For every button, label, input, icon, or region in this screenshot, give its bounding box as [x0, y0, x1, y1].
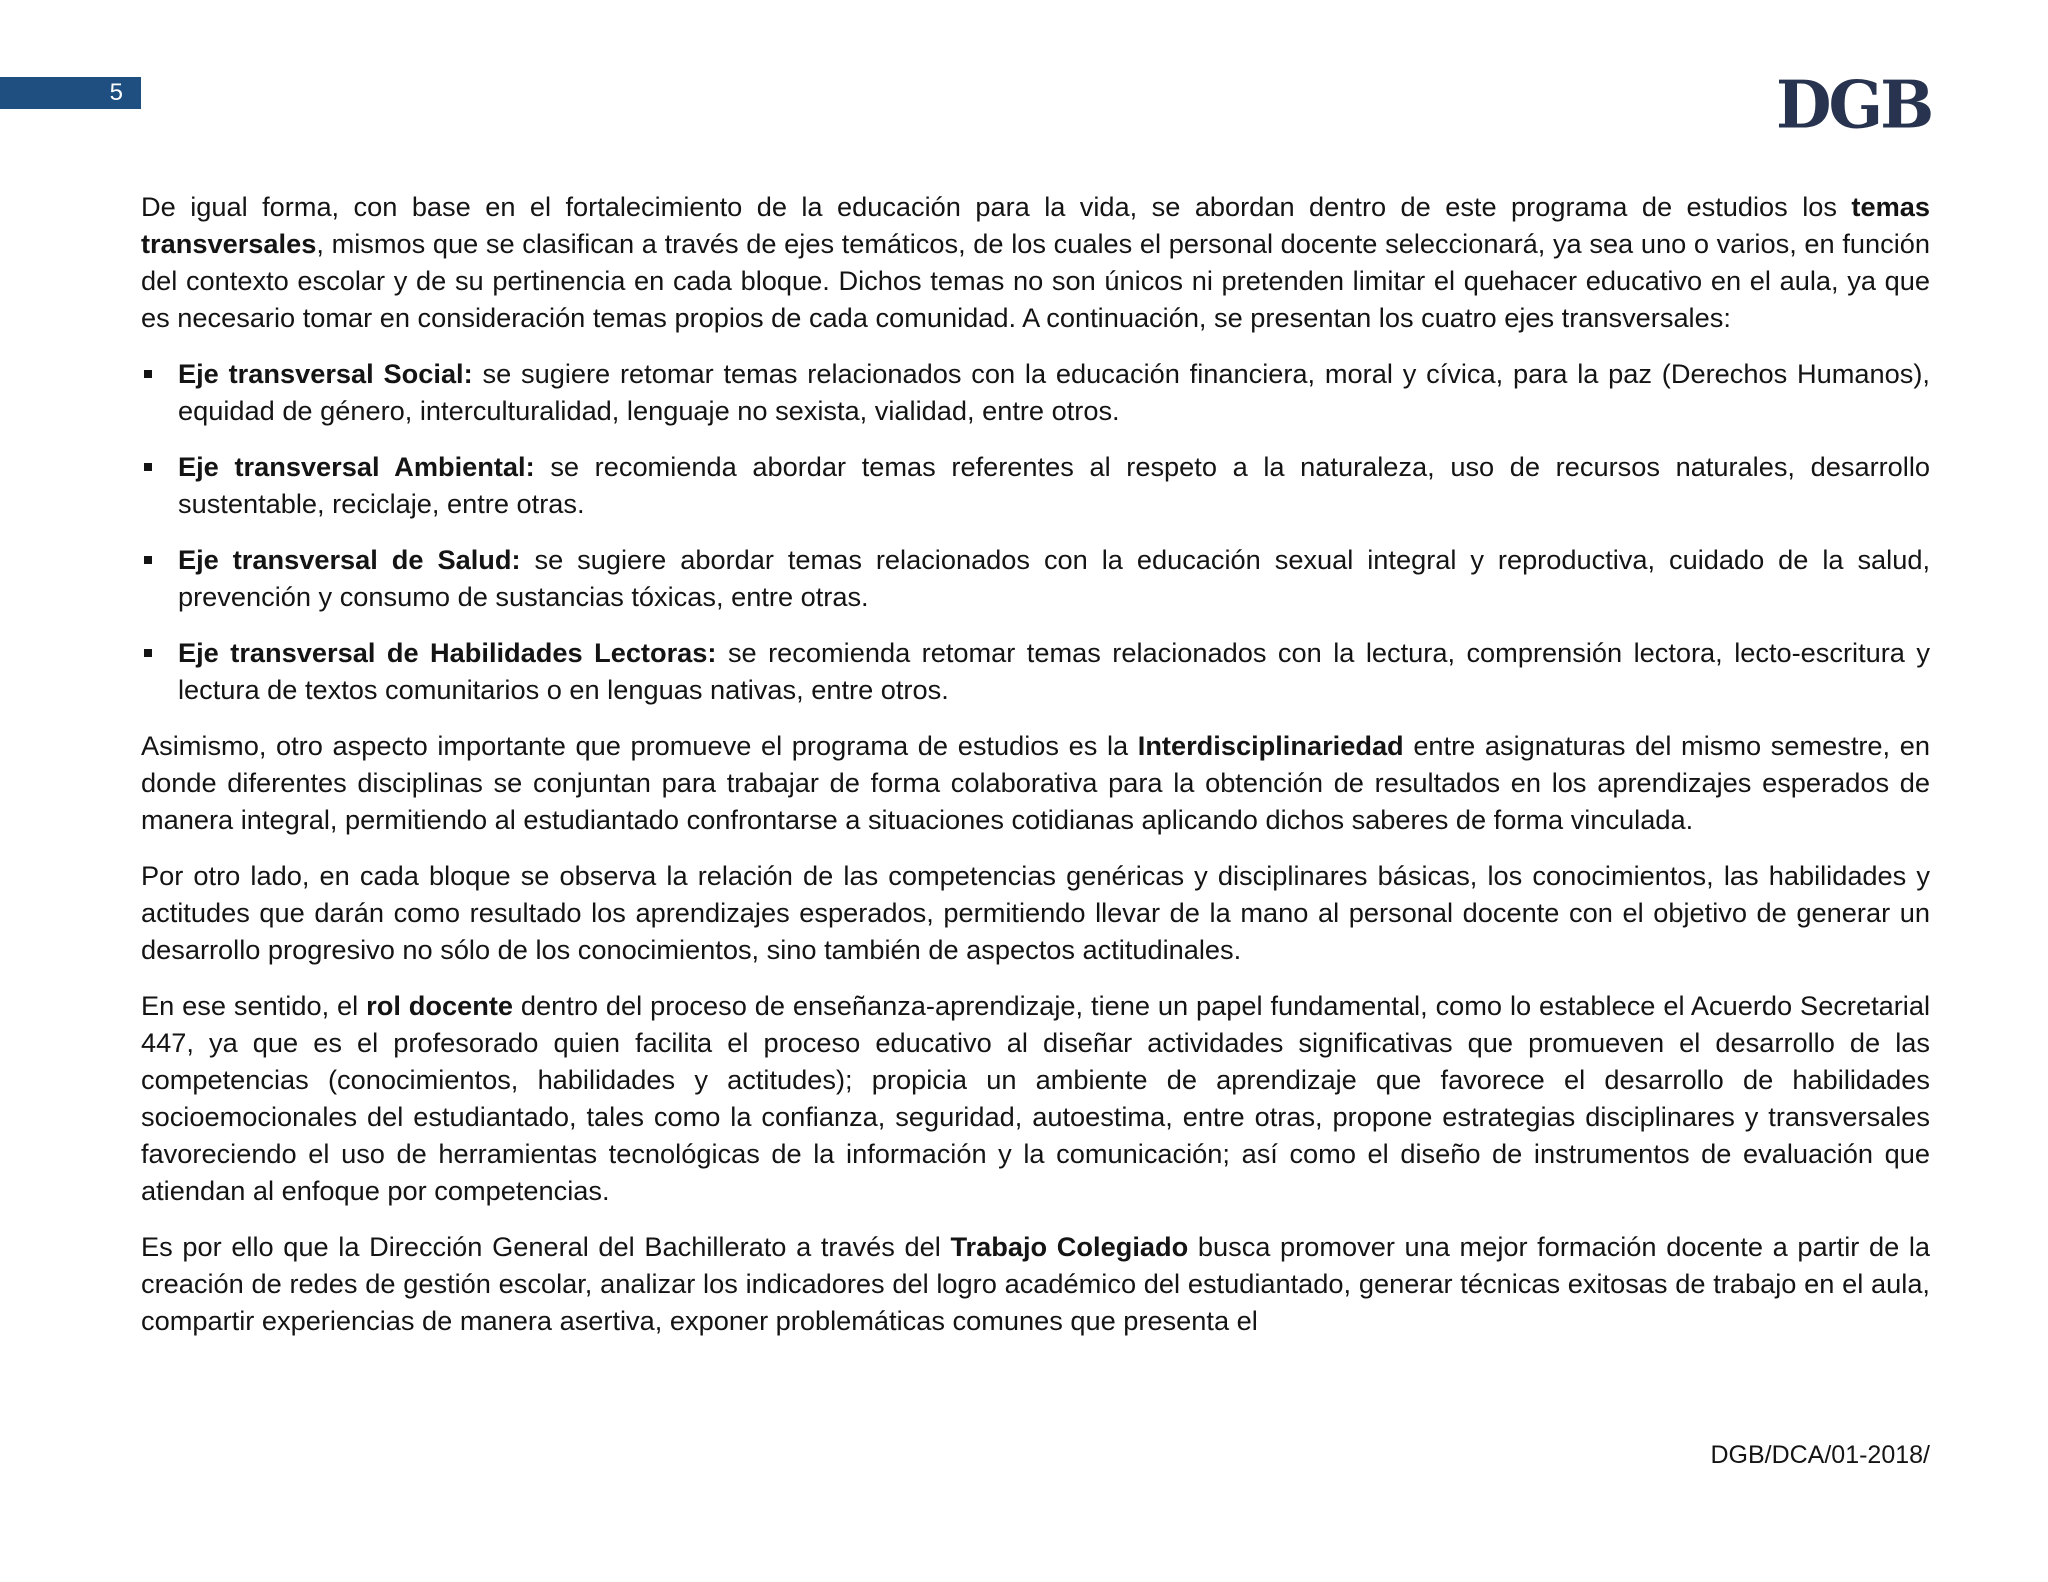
bold-term: temas transversales	[141, 191, 1930, 259]
paragraph-trabajo-colegiado: Es por ello que la Dirección General del Bachillerato a través del Trabajo Colegiado busca promover una mejor formación docente a partir de la creación de redes de gestión escolar, analizar los indicadores del logro académico del estudiantado, generar técnicas exitosas de trabajo en el aula, compartir experiencias de manera asertiva, exponer problemáticas comunes que presenta el	[141, 1231, 1930, 1336]
page-number-bar	[0, 77, 141, 109]
list-item	[141, 355, 1930, 429]
dgb-logo: DGB	[1776, 67, 1932, 144]
paragraph-temas-transversales: De igual forma, con base en el fortalecimiento de la educación para la vida, se abordan dentro de este programa de estudios los temas transversales, mismos que se clasifican a través de ejes temáticos, de los cuales el personal docente seleccionará, ya sea uno o varios, en función del contexto escolar y de su pertinencia en cada bloque. Dichos temas no son únicos ni pretenden limitar el quehacer educativo en el aula, ya que es necesario tomar en consideración temas propios de cada comunidad. A continuación, se presentan los cuatro ejes transversales:	[141, 191, 1930, 333]
list-item-text: se recomienda abordar temas referentes al respeto a la naturaleza, uso de recursos naturales, desarrollo sustentable, reciclaje, entre otras.	[178, 451, 1930, 519]
ejes-transversales-list	[141, 355, 1930, 708]
list-item-title: Eje transversal Social:	[178, 358, 473, 389]
list-item	[141, 541, 1930, 615]
list-item	[141, 634, 1930, 708]
list-item-title: Eje transversal Ambiental:	[178, 451, 535, 482]
bold-term: Trabajo Colegiado	[950, 1231, 1189, 1262]
document-body	[141, 188, 1930, 1358]
list-item	[141, 448, 1930, 522]
square-bullet-icon	[144, 649, 152, 657]
paragraph-interdisciplinariedad: Asimismo, otro aspecto importante que promueve el programa de estudios es la Interdisciplinariedad entre asignaturas del mismo semestre, en donde diferentes disciplinas se conjuntan para trabajar de forma colaborativa para la obtención de resultados en los aprendizajes esperados de manera integral, permitiendo al estudiantado confrontarse a situaciones cotidianas aplicando dichos saberes de forma vinculada.	[141, 730, 1930, 835]
paragraph-competencias: Por otro lado, en cada bloque se observa la relación de las competencias genéricas y disciplinares básicas, los conocimientos, las habilidades y actitudes que darán como resultado los aprendizajes esperados, permitiendo llevar de la mano al personal docente con el objetivo de generar un desarrollo progresivo no sólo de los conocimientos, sino también de aspectos actitudinales.	[141, 860, 1930, 965]
bold-term: Interdisciplinariedad	[1137, 730, 1404, 761]
paragraph-rol-docente: En ese sentido, el rol docente dentro del proceso de enseñanza-aprendizaje, tiene un papel fundamental, como lo establece el Acuerdo Secretarial 447, ya que es el profesorado quien facilita el proceso educativo al diseñar actividades significativas que promueven el desarrollo de las competencias (conocimientos, habilidades y actitudes); propicia un ambiente de aprendizaje que favorece el desarrollo de habilidades socioemocionales del estudiantado, tales como la confianza, seguridad, autoestima, entre otras, propone estrategias disciplinares y transversales favoreciendo el uso de herramientas tecnológicas de la información y la comunicación; así como el diseño de instrumentos de evaluación que atiendan al enfoque por competencias.	[141, 990, 1931, 1206]
page-number: 5	[109, 79, 123, 106]
list-item-text: se sugiere abordar temas relacionados con la educación sexual integral y reproductiva, cuidado de la salud, prevención y consumo de sustancias tóxicas, entre otras.	[178, 544, 1930, 612]
bold-term: rol docente	[366, 990, 514, 1021]
square-bullet-icon	[144, 463, 152, 471]
list-item-title: Eje transversal de Salud:	[178, 544, 521, 575]
list-item-text: se sugiere retomar temas relacionados con la educación financiera, moral y cívica, para la paz (Derechos Humanos), equidad de género, interculturalidad, lenguaje no sexista, vialidad, entre otros.	[178, 358, 1930, 426]
document-code: DGB/DCA/01-2018/	[1710, 1441, 1930, 1469]
list-item-title: Eje transversal de Habilidades Lectoras:	[178, 637, 717, 668]
square-bullet-icon	[144, 370, 152, 378]
square-bullet-icon	[144, 556, 152, 564]
list-item-text: se recomienda retomar temas relacionados con la lectura, comprensión lectora, lecto-escritura y lectura de textos comunitarios o en lenguas nativas, entre otros.	[178, 637, 1930, 705]
